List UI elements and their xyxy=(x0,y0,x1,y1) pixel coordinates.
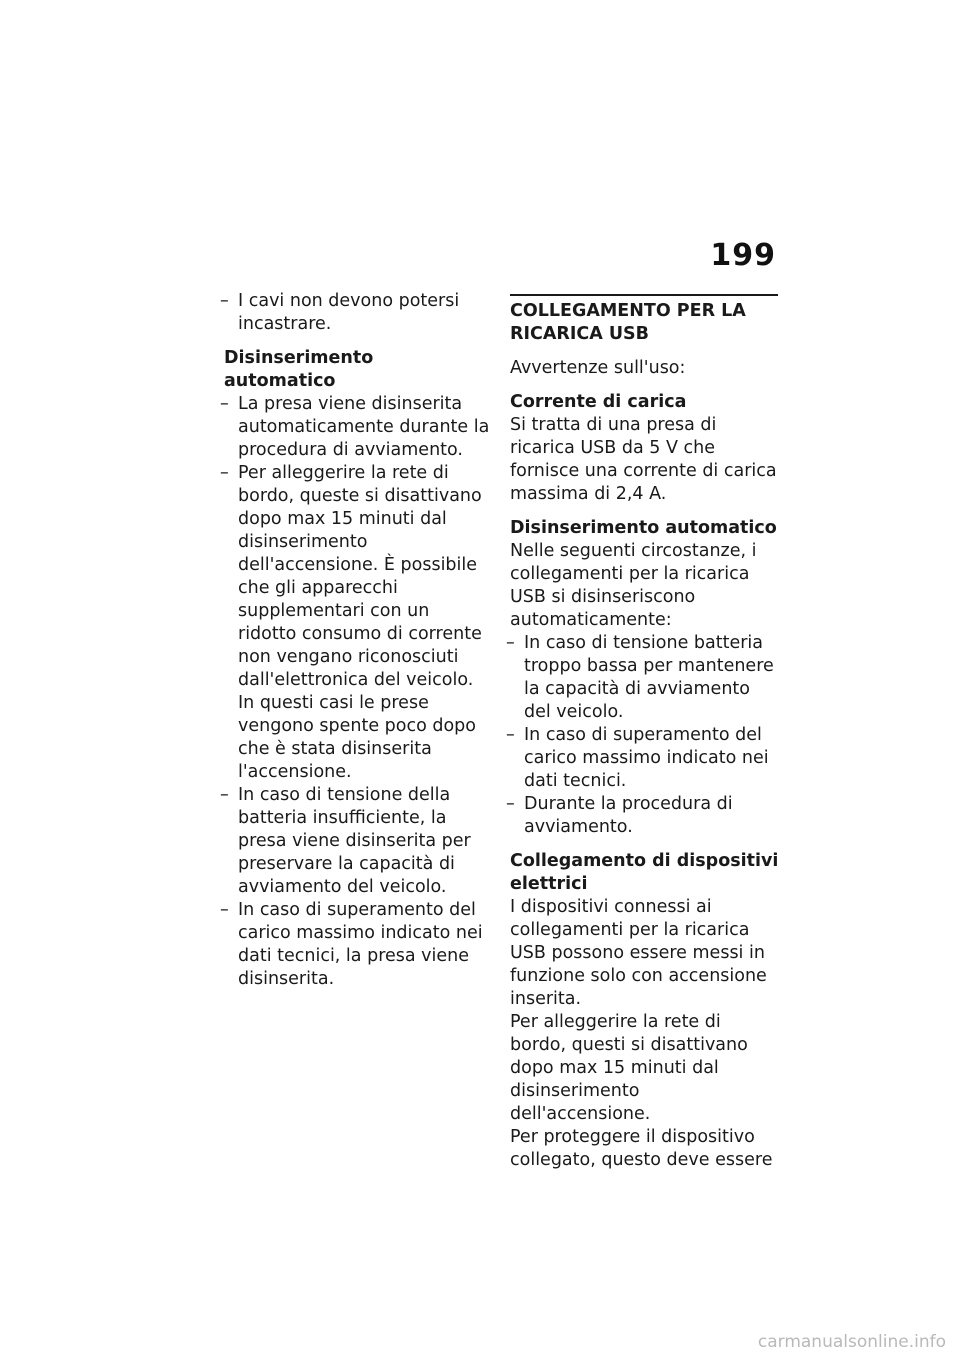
list-item: – In caso di superamento del carico massimo indicato nei dati tecnici. xyxy=(510,724,782,793)
auto-off-heading: Disinserimento automatico xyxy=(510,518,777,538)
list-item: – I cavi non devono potersi incastrare. xyxy=(224,290,490,336)
auto-off-text: Nelle seguenti circostanze, i collegamenti per la ricarica USB si disinseriscono automaticamente: xyxy=(510,541,757,630)
watermark: carmanualsonline.info xyxy=(757,1332,946,1352)
list-item: – In caso di tensione della batteria insufficiente, la presa viene disinserita per preservare la capacità di avviamento del veicolo. xyxy=(224,784,490,899)
list-item: – Per alleggerire la rete di bordo, queste si disattivano dopo max 15 minuti dal disinserimento dell'accensione. È possibile che gli apparecchi supplementari con un ridotto consumo di corrente non vengano riconosciuti dall'elettronica del veicolo. In questi casi le prese vengono spente poco dopo che è stata disinserita l'accensione. xyxy=(224,462,490,784)
intro-text: Avvertenze sull'uso: xyxy=(510,358,686,378)
list-item: – Durante la procedura di avviamento. xyxy=(510,793,782,839)
devices-heading: Collegamento di dispositivi elettrici xyxy=(510,851,779,894)
devices-paragraph: Per alleggerire la rete di bordo, questi si disattivano dopo max 15 minuti dal disinserimento dell'accensione. xyxy=(510,1012,748,1124)
section-title: COLLEGAMENTO PER LA RICARICA USB xyxy=(510,294,778,346)
charging-current-text: Si tratta di una presa di ricarica USB da 5 V che fornisce una corrente di carica massima di 2,4 A. xyxy=(510,415,777,504)
devices-paragraph: I dispositivi connessi ai collegamenti per la ricarica USB possono essere messi in funzione solo con accensione inserita. xyxy=(510,897,767,1009)
section-heading: Disinserimento automatico xyxy=(224,348,374,391)
right-column xyxy=(510,290,782,1172)
list-item: – In caso di tensione batteria troppo bassa per mantenere la capacità di avviamento del veicolo. xyxy=(510,632,782,724)
list-item: – La presa viene disinserita automaticamente durante la procedura di avviamento. xyxy=(224,393,490,462)
devices-paragraph: Per proteggere il dispositivo collegato, questo deve essere xyxy=(510,1127,773,1170)
left-column xyxy=(224,290,490,991)
page-number: 199 xyxy=(710,238,776,273)
list-item: – In caso di superamento del carico massimo indicato nei dati tecnici, la presa viene disinserita. xyxy=(224,899,490,991)
charging-current-heading: Corrente di carica xyxy=(510,392,687,412)
